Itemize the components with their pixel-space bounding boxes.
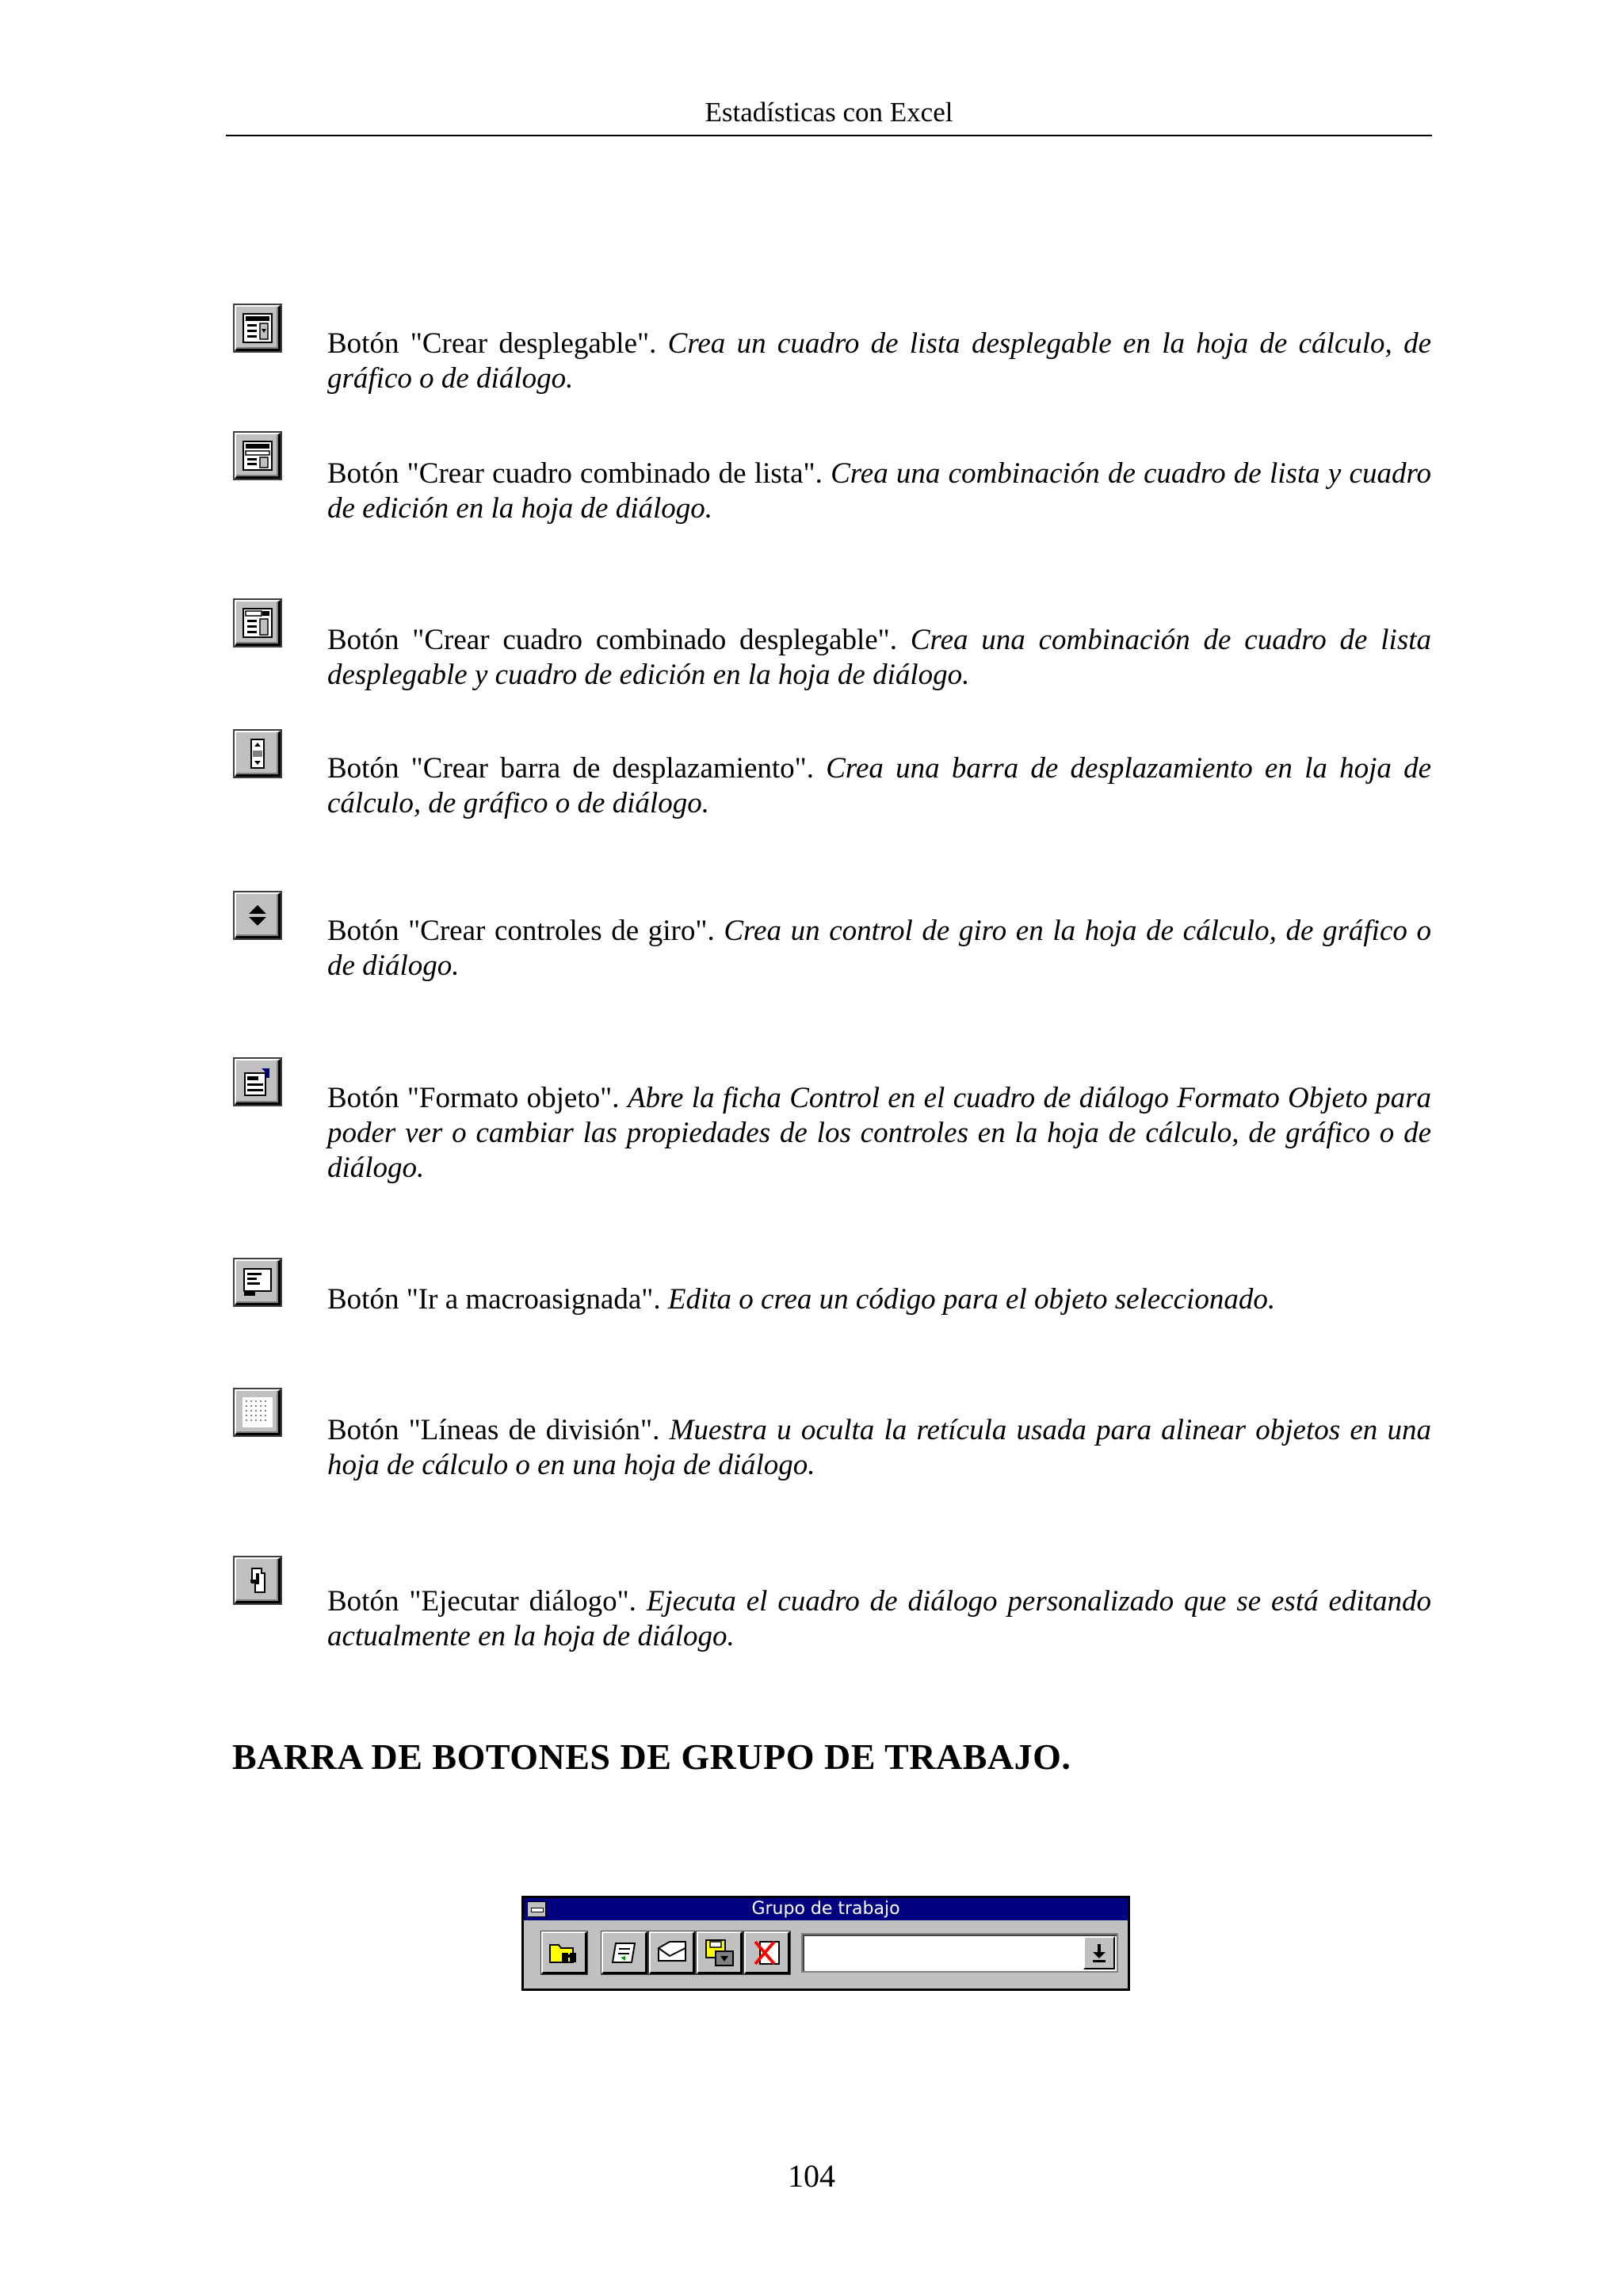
arrow-down-icon bbox=[1091, 1943, 1107, 1963]
spinner-icon[interactable] bbox=[235, 892, 281, 938]
entry-text: Botón "Crear desplegable". Crea un cuadro de lista desplegable en la hoja de cálculo, de gráfico o de diálogo. bbox=[327, 327, 1432, 395]
toolbar-title: Grupo de trabajo bbox=[751, 1899, 900, 1919]
run-dialog-icon[interactable] bbox=[235, 1557, 281, 1603]
system-menu-icon[interactable] bbox=[527, 1901, 546, 1917]
workgroup-toolbar bbox=[521, 1896, 1130, 1991]
entry-text: Botón "Ejecutar diálogo". Ejecuta el cuadro de diálogo personalizado que se está editando actualmente en la hoja de diálogo. bbox=[327, 1585, 1431, 1652]
entry-text: Botón "Ir a macroasignada". Edita o crea un código para el objeto seleccionado. bbox=[327, 1283, 1276, 1316]
toolbar-combo-box[interactable] bbox=[801, 1933, 1118, 1973]
combo-list-icon[interactable] bbox=[235, 433, 281, 479]
combo-dropdown-icon[interactable] bbox=[235, 600, 281, 646]
entry-text: Botón "Líneas de división". Muestra u oculta la retícula usada para alinear objetos en una hoja de cálculo o en una hoja de diálogo. bbox=[327, 1414, 1432, 1481]
routing-slip-icon bbox=[608, 1937, 641, 1969]
page-number: 104 bbox=[788, 2158, 835, 2194]
combo-dropdown-button[interactable] bbox=[1083, 1936, 1115, 1969]
entry-text: Botón "Crear cuadro combinado desplegable". Crea una combinación de cuadro de lista desplegable y cuadro de edición en la hoja de diálogo. bbox=[327, 624, 1431, 691]
section-title: BARRA DE BOTONES DE GRUPO DE TRABAJO. bbox=[232, 1736, 1071, 1777]
grid-icon[interactable] bbox=[235, 1389, 281, 1435]
entry-text: Botón "Formato objeto". Abre la ficha Control en el cuadro de diálogo Formato Objeto para poder ver o cambiar las propiedades de los controles en la hoja de cálculo, de gráfico o de diálogo. bbox=[327, 1082, 1432, 1184]
send-mail-button[interactable] bbox=[649, 1931, 695, 1974]
format-object-icon[interactable] bbox=[235, 1059, 281, 1105]
toggle-read-only-icon bbox=[750, 1937, 784, 1969]
update-file-icon bbox=[703, 1937, 736, 1969]
macro-icon[interactable] bbox=[235, 1259, 281, 1305]
toggle-read-only-button[interactable] bbox=[744, 1931, 790, 1974]
page-header bbox=[226, 97, 1432, 136]
routing-slip-button[interactable] bbox=[601, 1931, 647, 1974]
entry-text: Botón "Crear cuadro combinado de lista". Crea una combinación de cuadro de lista y cuadro de edición en la hoja de diálogo. bbox=[327, 457, 1431, 525]
entry-text: Botón "Crear barra de desplazamiento". Crea una barra de desplazamiento en la hoja de cálculo, de gráfico o de diálogo. bbox=[327, 752, 1431, 819]
toolbar-title-bar[interactable] bbox=[524, 1898, 1128, 1920]
find-file-button[interactable] bbox=[541, 1931, 587, 1974]
scrollbar-icon[interactable] bbox=[235, 731, 281, 777]
dropdown-list-icon[interactable] bbox=[235, 305, 281, 351]
header-title: Estadísticas con Excel bbox=[705, 97, 953, 128]
send-mail-icon bbox=[655, 1937, 689, 1969]
entry-text: Botón "Crear controles de giro". Crea un control de giro en la hoja de cálculo, de gráfico o de diálogo. bbox=[327, 915, 1432, 982]
find-file-icon bbox=[548, 1937, 581, 1969]
update-file-button[interactable] bbox=[697, 1931, 743, 1974]
